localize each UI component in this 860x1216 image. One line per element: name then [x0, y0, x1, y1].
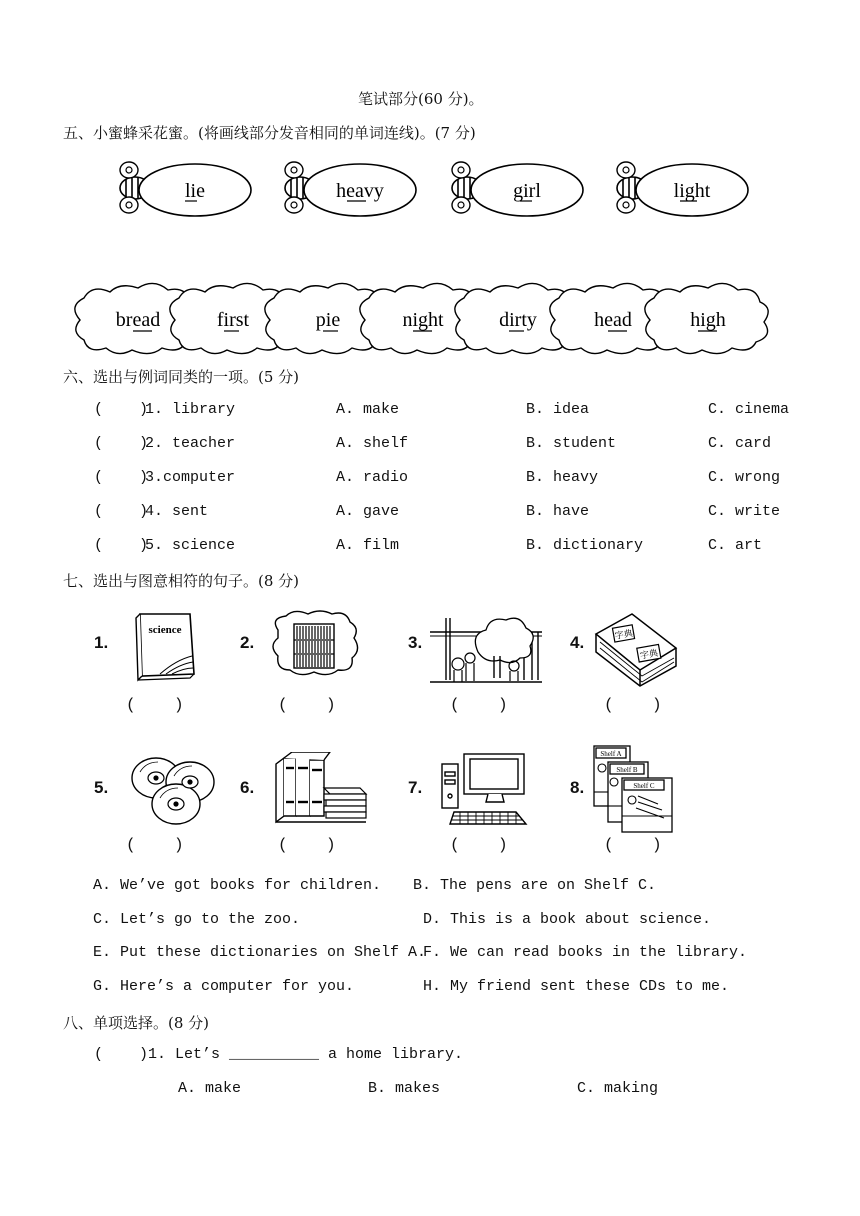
section-6-heading: 六、选出与例词同类的一项。(5 分) [63, 368, 300, 386]
svg-text:night: night [402, 309, 444, 331]
answer-blank[interactable]: ( ) [126, 696, 184, 714]
svg-text:heavy: heavy [336, 180, 384, 202]
page-title: 笔试部分(60 分)。 [358, 90, 484, 108]
option-c: C. cinema [708, 401, 790, 418]
sentence-option-g: G. Here’s a computer for you. [93, 978, 355, 995]
answer-blank[interactable]: ( ) [94, 537, 149, 554]
svg-text:science: science [148, 624, 182, 636]
option-a: A. film [336, 537, 400, 554]
bee-flower-diagram [0, 150, 860, 355]
option-c: C. wrong [708, 469, 781, 486]
option-b: B. dictionary [526, 537, 644, 554]
picture-number: 1. [94, 633, 109, 652]
choice-b[interactable]: B. makes [368, 1080, 441, 1097]
flower-word-high [645, 283, 768, 353]
question-word: 2. teacher [145, 435, 236, 452]
bee-word-heavy [285, 162, 416, 216]
option-b: B. heavy [526, 469, 599, 486]
sentence-option-c: C. Let’s go to the zoo. [93, 911, 301, 928]
section-8-heading: 八、单项选择。(8 分) [63, 1014, 210, 1032]
option-c: C. art [708, 537, 763, 554]
option-b: B. student [526, 435, 617, 452]
answer-blank[interactable]: ( ) [450, 836, 508, 854]
option-b: B. have [526, 503, 590, 520]
svg-text:字典: 字典 [639, 647, 659, 661]
option-b: B. idea [526, 401, 590, 418]
question-1: ( )1. Let’s __________ a home library. [94, 1046, 464, 1063]
option-a: A. make [336, 401, 400, 418]
option-a: A. gave [336, 503, 400, 520]
choice-a[interactable]: A. make [178, 1080, 242, 1097]
picture-number: 4. [570, 633, 585, 652]
answer-blank[interactable]: ( ) [94, 503, 149, 520]
svg-text:字典: 字典 [613, 627, 634, 641]
answer-blank[interactable]: ( ) [278, 836, 336, 854]
answer-blank[interactable]: ( ) [278, 696, 336, 714]
cds-picture [126, 752, 218, 828]
science-book-picture [132, 610, 198, 682]
svg-text:Shelf B: Shelf B [616, 766, 638, 774]
answer-blank[interactable]: ( ) [450, 696, 508, 714]
answer-blank[interactable]: ( ) [94, 401, 149, 418]
question-word: 3.computer [145, 469, 236, 486]
picture-number: 7. [408, 778, 423, 797]
sentence-option-d: D. This is a book about science. [423, 911, 712, 928]
bee-word-light [617, 162, 748, 216]
zoo-picture [428, 612, 544, 686]
answer-blank[interactable]: ( ) [94, 435, 149, 452]
picture-number: 5. [94, 778, 109, 797]
question-word: 5. science [145, 537, 236, 554]
labeled-shelves-picture [592, 742, 676, 834]
svg-text:pie: pie [315, 309, 341, 331]
svg-text:Shelf C: Shelf C [633, 782, 655, 790]
choice-c[interactable]: C. making [577, 1080, 659, 1097]
svg-text:first: first [216, 309, 250, 331]
svg-text:high: high [690, 309, 726, 331]
picture-number: 3. [408, 633, 423, 652]
answer-blank[interactable]: ( ) [94, 469, 149, 486]
svg-text:dirty: dirty [499, 309, 537, 331]
svg-text:lie: lie [185, 180, 205, 202]
books-picture [270, 752, 368, 828]
picture-number: 2. [240, 633, 255, 652]
answer-blank[interactable]: ( ) [604, 836, 662, 854]
sentence-option-f: F. We can read books in the library. [423, 944, 748, 961]
answer-blank[interactable]: ( ) [604, 696, 662, 714]
option-a: A. radio [336, 469, 409, 486]
svg-text:head: head [594, 309, 632, 331]
sentence-option-e: E. Put these dictionaries on Shelf A. [93, 944, 427, 961]
dictionaries-picture [592, 608, 678, 688]
bee-word-girl [452, 162, 583, 216]
option-c: C. write [708, 503, 781, 520]
library-shelf-picture [268, 610, 360, 682]
section-5-heading: 五、小蜜蜂采花蜜。(将画线部分发音相同的单词连线)。(7 分) [63, 124, 476, 142]
svg-text:girl: girl [513, 180, 541, 202]
sentence-option-h: H. My friend sent these CDs to me. [423, 978, 730, 995]
option-a: A. shelf [336, 435, 409, 452]
question-word: 4. sent [145, 503, 209, 520]
sentence-option-a: A. We’ve got books for children. [93, 877, 382, 894]
computer-picture [440, 750, 530, 830]
picture-number: 8. [570, 778, 585, 797]
answer-blank[interactable]: ( ) [126, 836, 184, 854]
option-c: C. card [708, 435, 772, 452]
svg-text:Shelf A: Shelf A [600, 750, 622, 758]
question-word: 1. library [145, 401, 236, 418]
sentence-option-b: B. The pens are on Shelf C. [413, 877, 657, 894]
bee-word-lie [120, 162, 251, 216]
picture-number: 6. [240, 778, 255, 797]
svg-text:bread: bread [115, 309, 161, 331]
svg-text:light: light [673, 180, 711, 202]
section-7-heading: 七、选出与图意相符的句子。(8 分) [63, 572, 300, 590]
